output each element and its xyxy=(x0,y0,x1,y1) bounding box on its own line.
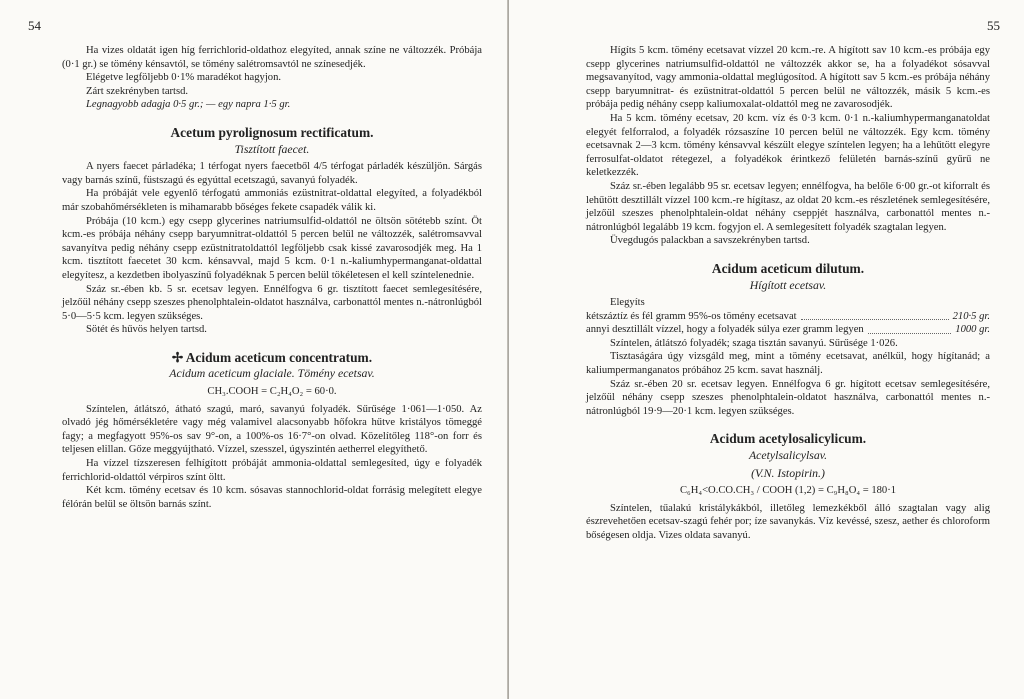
paragraph: Színtelen, átlátszó, átható szagú, maró, savanyú folyadék. Sűrűsége 1·061—1·050. Az olvadó jég hőmérsékletére vagy még valamivel alacsonyabb hőfokra hűtve kristályos tömeggé fagy; a megfagyott 95%-os sav 9°-on, a 100%-os 16·7°-on olvad. Közelítőleg 118°-on forr és teljesen elillan. Gőze meggyújtható. Vízzel, szesszel, úgyszintén aetherrel elegyíthető. xyxy=(62,403,482,456)
right-page xyxy=(509,0,1024,699)
page-number: 55 xyxy=(987,18,1000,33)
section-heading: Acidum acetylosalicylicum. xyxy=(709,431,867,447)
paragraph: Sötét és hűvös helyen tartsd. xyxy=(86,324,207,336)
recipe-ingredient: annyi desztillált vízzel, hogy a folyadék súlya ezer gramm legyen xyxy=(586,324,864,336)
paragraph: Ha 5 kcm. tömény ecetsav, 20 kcm. víz és 0·3 kcm. 0·1 n.-kaliumhypermanganatoldat elegyét felforralod, a folyadék rózsaszíne 10 percen belül ne változzék. Egy kcm. tömény ecetsavnak 2—3 kcm. tömény kénsavval készült elegye színtelen legyen; ha a lehűtött elegyre ferrosulfat-oldatot rétegezel, a folyadékok érintkező felületén barnás-színű gyűrű ne keletkezzék. xyxy=(586,112,990,179)
recipe-ingredient: kétszáztíz és fél gramm 95%-os tömény ecetsavat xyxy=(586,310,797,322)
recipe-amount: 210·5 gr. xyxy=(952,310,990,322)
paragraph: Száz sr.-ében kb. 5 sr. ecetsav legyen. Ennélfogva 6 gr. tisztított faecet semlegesítésére, jelzőül néhány csepp szeszes phenolphtalein-oldatot használva, carbonattól mentes n.-nátronlúgból 5·0—5·5 kcm. legyen szükséges. xyxy=(62,283,482,322)
paragraph: Próbája (10 kcm.) egy csepp glycerines natriumsulfid-oldattól ne öltsön sötétebb színt. Öt kcm.-es próbája néhány csepp baryumnitrat-oldattól 5 percen belül ne változzék, salétromsavval savanyítva pedig néhány csepp ezüstnitratoldattól legföljebb csak kissé zavarosodjék meg. Ha 1 kcm. tisztított faecetet 30 kcm. kénsavval, majd 5 kcm. 0·1 n.-kaliumhypermanganat-oldattal elegyítesz, a kezdetben ibolyaszínű folyadéknak 5 percen belül tökéletesen el kell színtelenednie. xyxy=(62,215,482,281)
dot-leader xyxy=(868,323,952,334)
left-text-column xyxy=(62,44,482,511)
paragraph: Száz sr.-ében legalább 95 sr. ecetsav legyen; ennélfogva, ha belőle 6·00 gr.-ot kiforralt és lehűtött desztillált vízzel 100 kcm.-re hígítasz, az oldat 20 kcm.-es részletének semlegesítésére, jelzőül szeszes phenolphtalein-oldat néhány cseppjét használva, carbonattól mentes n.-nátronlúgból legalább 19 kcm. fogyjon el. A semlegesített folyadék szagtalan legyen. xyxy=(586,180,990,233)
dot-leader xyxy=(801,310,949,321)
section-subtitle: Tisztított faecet. xyxy=(234,141,310,156)
paragraph: Ha vizes oldatát igen híg ferrichlorid-oldathoz elegyíted, annak színe ne változzék. Próbája (0·1 gr.) se tömény kénsavtól, se tömény salétromsavtól ne színesedjék. xyxy=(62,45,482,70)
page-number: 54 xyxy=(28,18,41,33)
paragraph: Zárt szekrényben tartsd. xyxy=(86,85,189,97)
paragraph: Elegyíts xyxy=(610,297,645,309)
paragraph: Ha próbáját vele egyenlő térfogatú ammoniás ezüstnitrat-oldattal elegyíted, a folyadékból már szobahőmérsékleten is mihamarabb bőséges fekete csapadék válik ki. xyxy=(62,188,482,213)
section-subtitle: Acidum aceticum glaciale. Tömény ecetsav. xyxy=(169,366,375,381)
section-heading: Acidum aceticum dilutum. xyxy=(711,260,865,276)
section-subtitle: Hígított ecetsav. xyxy=(749,277,827,292)
paragraph: Hígíts 5 kcm. tömény ecetsavat vízzel 20 kcm.-re. A hígított sav 10 kcm.-es próbája egy csepp glycerines natriumsulfid-oldattól ne változzék akkor se, ha a folyadékot sósavval megsavanyítod, vagy ammonia-oldattal meglúgosítod. A hígított sav 5 kcm.-es próbája néhány csepp baryumnitrat- és ezüstnitrat-oldattól 5 percen belül ne változzék, másik 5 kcm.-es próbája pedig néhány csepp kaliumoxalat-oldattól meg ne zavarosodjék. xyxy=(586,45,990,111)
paragraph: Üvegdugós palackban a savszekrényben tartsd. xyxy=(610,235,810,247)
section-heading: Acetum pyrolignosum rectificatum. xyxy=(170,124,374,140)
section-note: (V.N. Istopirin.) xyxy=(751,465,825,480)
paragraph: Tisztaságára úgy vizsgáld meg, mint a tömény ecetsavat, anélkül, hogy hígítanád; a kaliumpermanganatos próbához 25 kcm. savat használj. xyxy=(586,351,990,377)
paragraph: Száz sr.-ében 20 sr. ecetsav legyen. Ennélfogva 6 gr. hígított ecetsav semlegesítésére, jelzőül néhány csepp szeszes phenolphtalein-oldatot használva, carbonattól mentes n.-nátronlúgból 19·9—20·1 kcm. legyen szükséges. xyxy=(586,378,990,417)
chemical-formula: CH₃.COOH = C₂H₄O₂ = 60·0. xyxy=(207,386,337,398)
paragraph: A nyers faecet párladéka; 1 térfogat nyers faecetből 4/5 térfogat párladék készüljön. Sárgás vagy barnás színű, füstszagú és egyúttal ecetszagú, savanyú folyadék. xyxy=(62,161,482,186)
dosage-line: Legnagyobb adagja 0·5 gr.; — egy napra 1·5 gr. xyxy=(86,99,291,111)
left-page xyxy=(0,0,509,699)
paragraph: Két kcm. tömény ecetsav és 10 kcm. sósavas stannochlorid-oldat forrásig melegített elegye félórán belül se öltsön barnás színt. xyxy=(62,485,482,510)
recipe-line xyxy=(586,323,990,337)
chemical-formula: C₆H₄<O.CO.CH₃ / COOH (1,2) = C₉H₈O₄ = 180·1 xyxy=(679,485,897,497)
paragraph: Elégetve legföljebb 0·1% maradékot hagyjon. xyxy=(86,72,282,84)
right-text-column xyxy=(586,44,990,543)
recipe-amount: 1000 gr. xyxy=(955,324,990,336)
paragraph: Ha vízzel tízszeresen felhígított próbáját ammonia-oldattal semlegesíted, úgy e folyadék ferrichlorid-oldattól vérpiros színt öltt. xyxy=(62,458,482,483)
paragraph: Színtelen, tűalakú kristálykákból, illetőleg lemezkékből álló szagtalan vagy alig észrevehetően ecetsav-szagú fehér por; íze savanykás. Víz kevéssé, szesz, aether és chloroform bőségesen oldja. Vizes oldata savanyú. xyxy=(586,502,990,541)
section-subtitle: Acetylsalicylsav. xyxy=(748,448,828,463)
recipe-line xyxy=(586,310,990,324)
paragraph: Színtelen, átlátszó folyadék; szaga tisztán savanyú. Sűrűsége 1·026. xyxy=(610,337,898,349)
section-heading: ✢ Acidum aceticum concentratum. xyxy=(171,349,373,365)
